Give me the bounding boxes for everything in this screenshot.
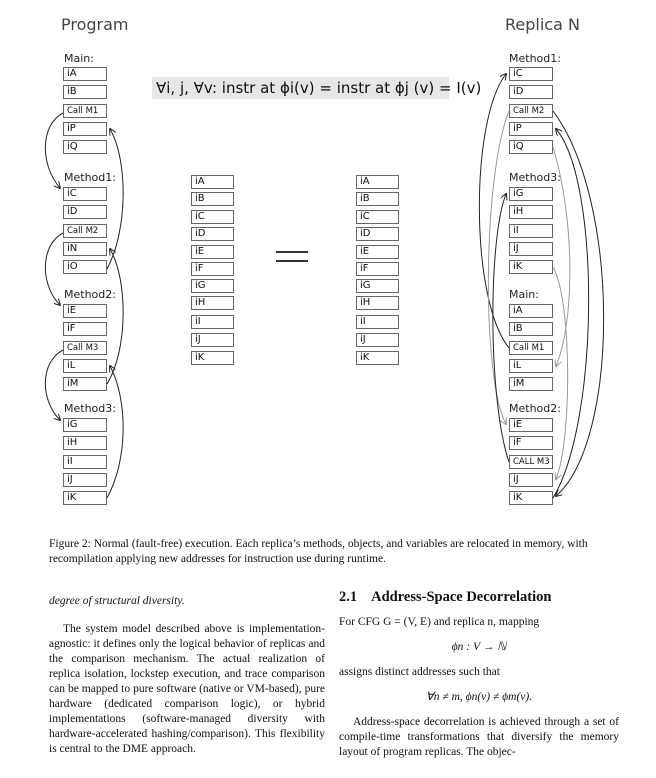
arrow-replica-call-m1 <box>479 74 509 348</box>
right-paragraph-2: assigns distinct addresses such that <box>339 666 500 678</box>
arrow-replica-return-m2 <box>553 129 589 498</box>
trace-left-instr: iA <box>191 175 234 189</box>
replica-main-instr: iA <box>509 304 553 318</box>
replica-m1-instr: iD <box>509 85 553 99</box>
arrow-replica-call-m3 <box>493 194 509 462</box>
replica-m2-instr: iF <box>509 436 553 450</box>
replica-title: Replica N <box>505 15 580 34</box>
program-m1-instr: iO <box>63 260 107 274</box>
program-main-instr: iB <box>63 85 107 99</box>
trace-right-instr: iJ <box>356 333 399 347</box>
arrow-call-m3 <box>45 350 63 420</box>
trace-left-instr: iJ <box>191 333 234 347</box>
program-main-instr: iQ <box>63 140 107 154</box>
math-mapping: ϕn : V → ℕ <box>451 641 507 653</box>
program-title: Program <box>61 15 129 34</box>
program-m2-instr: iE <box>63 304 107 318</box>
replica-m1-instr: iQ <box>509 140 553 154</box>
left-lead-text: degree of structural diversity. <box>49 595 185 607</box>
replica-m1-label: Method1: <box>509 52 561 65</box>
program-main-label: Main: <box>64 52 94 65</box>
program-m3-instr: iI <box>63 455 107 469</box>
trace-left-instr: iD <box>191 227 234 241</box>
replica-m3-instr: iI <box>509 224 553 238</box>
figure-caption: Figure 2: Normal (fault-free) execution. Each replica’s methods, objects, and variables are relocated in memory, with recompilation applying new addresses for instruction use during runtime. <box>49 538 588 565</box>
trace-left-instr: iB <box>191 192 234 206</box>
arrow-replica-return-m3 <box>553 267 568 479</box>
arrow-replica-call-m2 <box>488 111 509 424</box>
right-paragraph-3: Address-space decorrelation is achieved through a set of compile-time transformations that diversify the memory layout of program replicas. The objec- <box>339 716 619 758</box>
trace-right-instr: iC <box>356 210 399 224</box>
arrow-call-m1 <box>45 113 63 188</box>
trace-left-instr: iG <box>191 279 234 293</box>
program-m3-instr: iK <box>63 491 107 505</box>
replica-m3-instr: iG <box>509 187 553 201</box>
program-m2-instr: iF <box>63 322 107 336</box>
trace-right-instr: iF <box>356 262 399 276</box>
program-m1-label: Method1: <box>64 171 116 184</box>
replica-m2-instr: iK <box>509 491 553 505</box>
trace-right-instr: iA <box>356 175 399 189</box>
section-number: 2.1 <box>339 589 358 605</box>
replica-m1-call: Call M2 <box>509 104 553 118</box>
math-distinct: ∀n ≠ m, ϕn(v) ≠ ϕm(v). <box>425 691 533 703</box>
arrow-return-m2 <box>107 249 123 384</box>
replica-m2-instr: iE <box>509 418 553 432</box>
trace-right-instr: iG <box>356 279 399 293</box>
section-heading <box>339 590 619 605</box>
program-m3-instr: iJ <box>63 473 107 487</box>
program-main-instr: iA <box>63 67 107 81</box>
replica-m2-label: Method2: <box>509 402 561 415</box>
trace-left-instr: iE <box>191 245 234 259</box>
replica-m1-instr: iC <box>509 67 553 81</box>
program-m1-instr: iC <box>63 187 107 201</box>
arrow-replica-link <box>553 111 604 496</box>
program-m2-instr: iM <box>63 377 107 391</box>
program-m2-call: Call M3 <box>63 341 107 355</box>
left-column <box>49 594 325 757</box>
replica-m2-instr: iJ <box>509 473 553 487</box>
replica-main-label: Main: <box>509 288 539 301</box>
trace-right-instr: iD <box>356 227 399 241</box>
trace-left-instr: iH <box>191 296 234 310</box>
replica-main-call: Call M1 <box>509 341 553 355</box>
program-m3-instr: iH <box>63 436 107 450</box>
program-main-instr: iP <box>63 122 107 136</box>
section-title: Address-Space Decorrelation <box>371 589 552 605</box>
program-m1-call: Call M2 <box>63 224 107 238</box>
trace-right-instr: iB <box>356 192 399 206</box>
program-main-call: Call M1 <box>63 104 107 118</box>
trace-left-instr: iC <box>191 210 234 224</box>
replica-m2-call: CALL M3 <box>509 455 553 469</box>
program-m3-label: Method3: <box>64 402 116 415</box>
right-column <box>339 590 619 760</box>
trace-left-instr: iK <box>191 351 234 365</box>
trace-right-instr: iE <box>356 245 399 259</box>
arrow-return-m1 <box>107 129 123 269</box>
replica-main-instr: iB <box>509 322 553 336</box>
replica-m3-instr: iK <box>509 260 553 274</box>
arrow-call-m2 <box>45 233 63 305</box>
trace-left-instr: iI <box>191 315 234 329</box>
program-m2-label: Method2: <box>64 288 116 301</box>
trace-right-instr: iI <box>356 315 399 329</box>
right-paragraph-1: For CFG G = (V, E) and replica n, mapping <box>339 616 540 628</box>
replica-m3-label: Method3: <box>509 171 561 184</box>
replica-m3-instr: iH <box>509 205 553 219</box>
replica-main-instr: iL <box>509 359 553 373</box>
arrow-replica-return-m1 <box>553 147 570 366</box>
replica-main-instr: iM <box>509 377 553 391</box>
program-m2-instr: iL <box>63 359 107 373</box>
trace-left-instr: iF <box>191 262 234 276</box>
invariant-equation: ∀i, j, ∀v: instr at ϕi(v) = instr at ϕj (v) = I(v) <box>152 77 449 99</box>
program-m3-instr: iG <box>63 418 107 432</box>
program-m1-instr: iN <box>63 242 107 256</box>
arrow-return-m3 <box>107 366 123 498</box>
program-m1-instr: iD <box>63 205 107 219</box>
trace-right-instr: iK <box>356 351 399 365</box>
trace-right-instr: iH <box>356 296 399 310</box>
left-paragraph: The system model described above is implementation-agnostic: it defines only the logical behavior of replicas and the comparison mechanism. The actual realization of replica isolation, lockstep execution, and trace comparison can be mapped to pure software (native or VM-based), pure hardware (dedicated comparison logic), or hybrid implementations (software-managed diversity with hardware-accelerated hashing/comparison). This flexibility is central to the DME approach. <box>49 623 325 755</box>
replica-m1-instr: iP <box>509 122 553 136</box>
replica-m3-instr: iJ <box>509 242 553 256</box>
